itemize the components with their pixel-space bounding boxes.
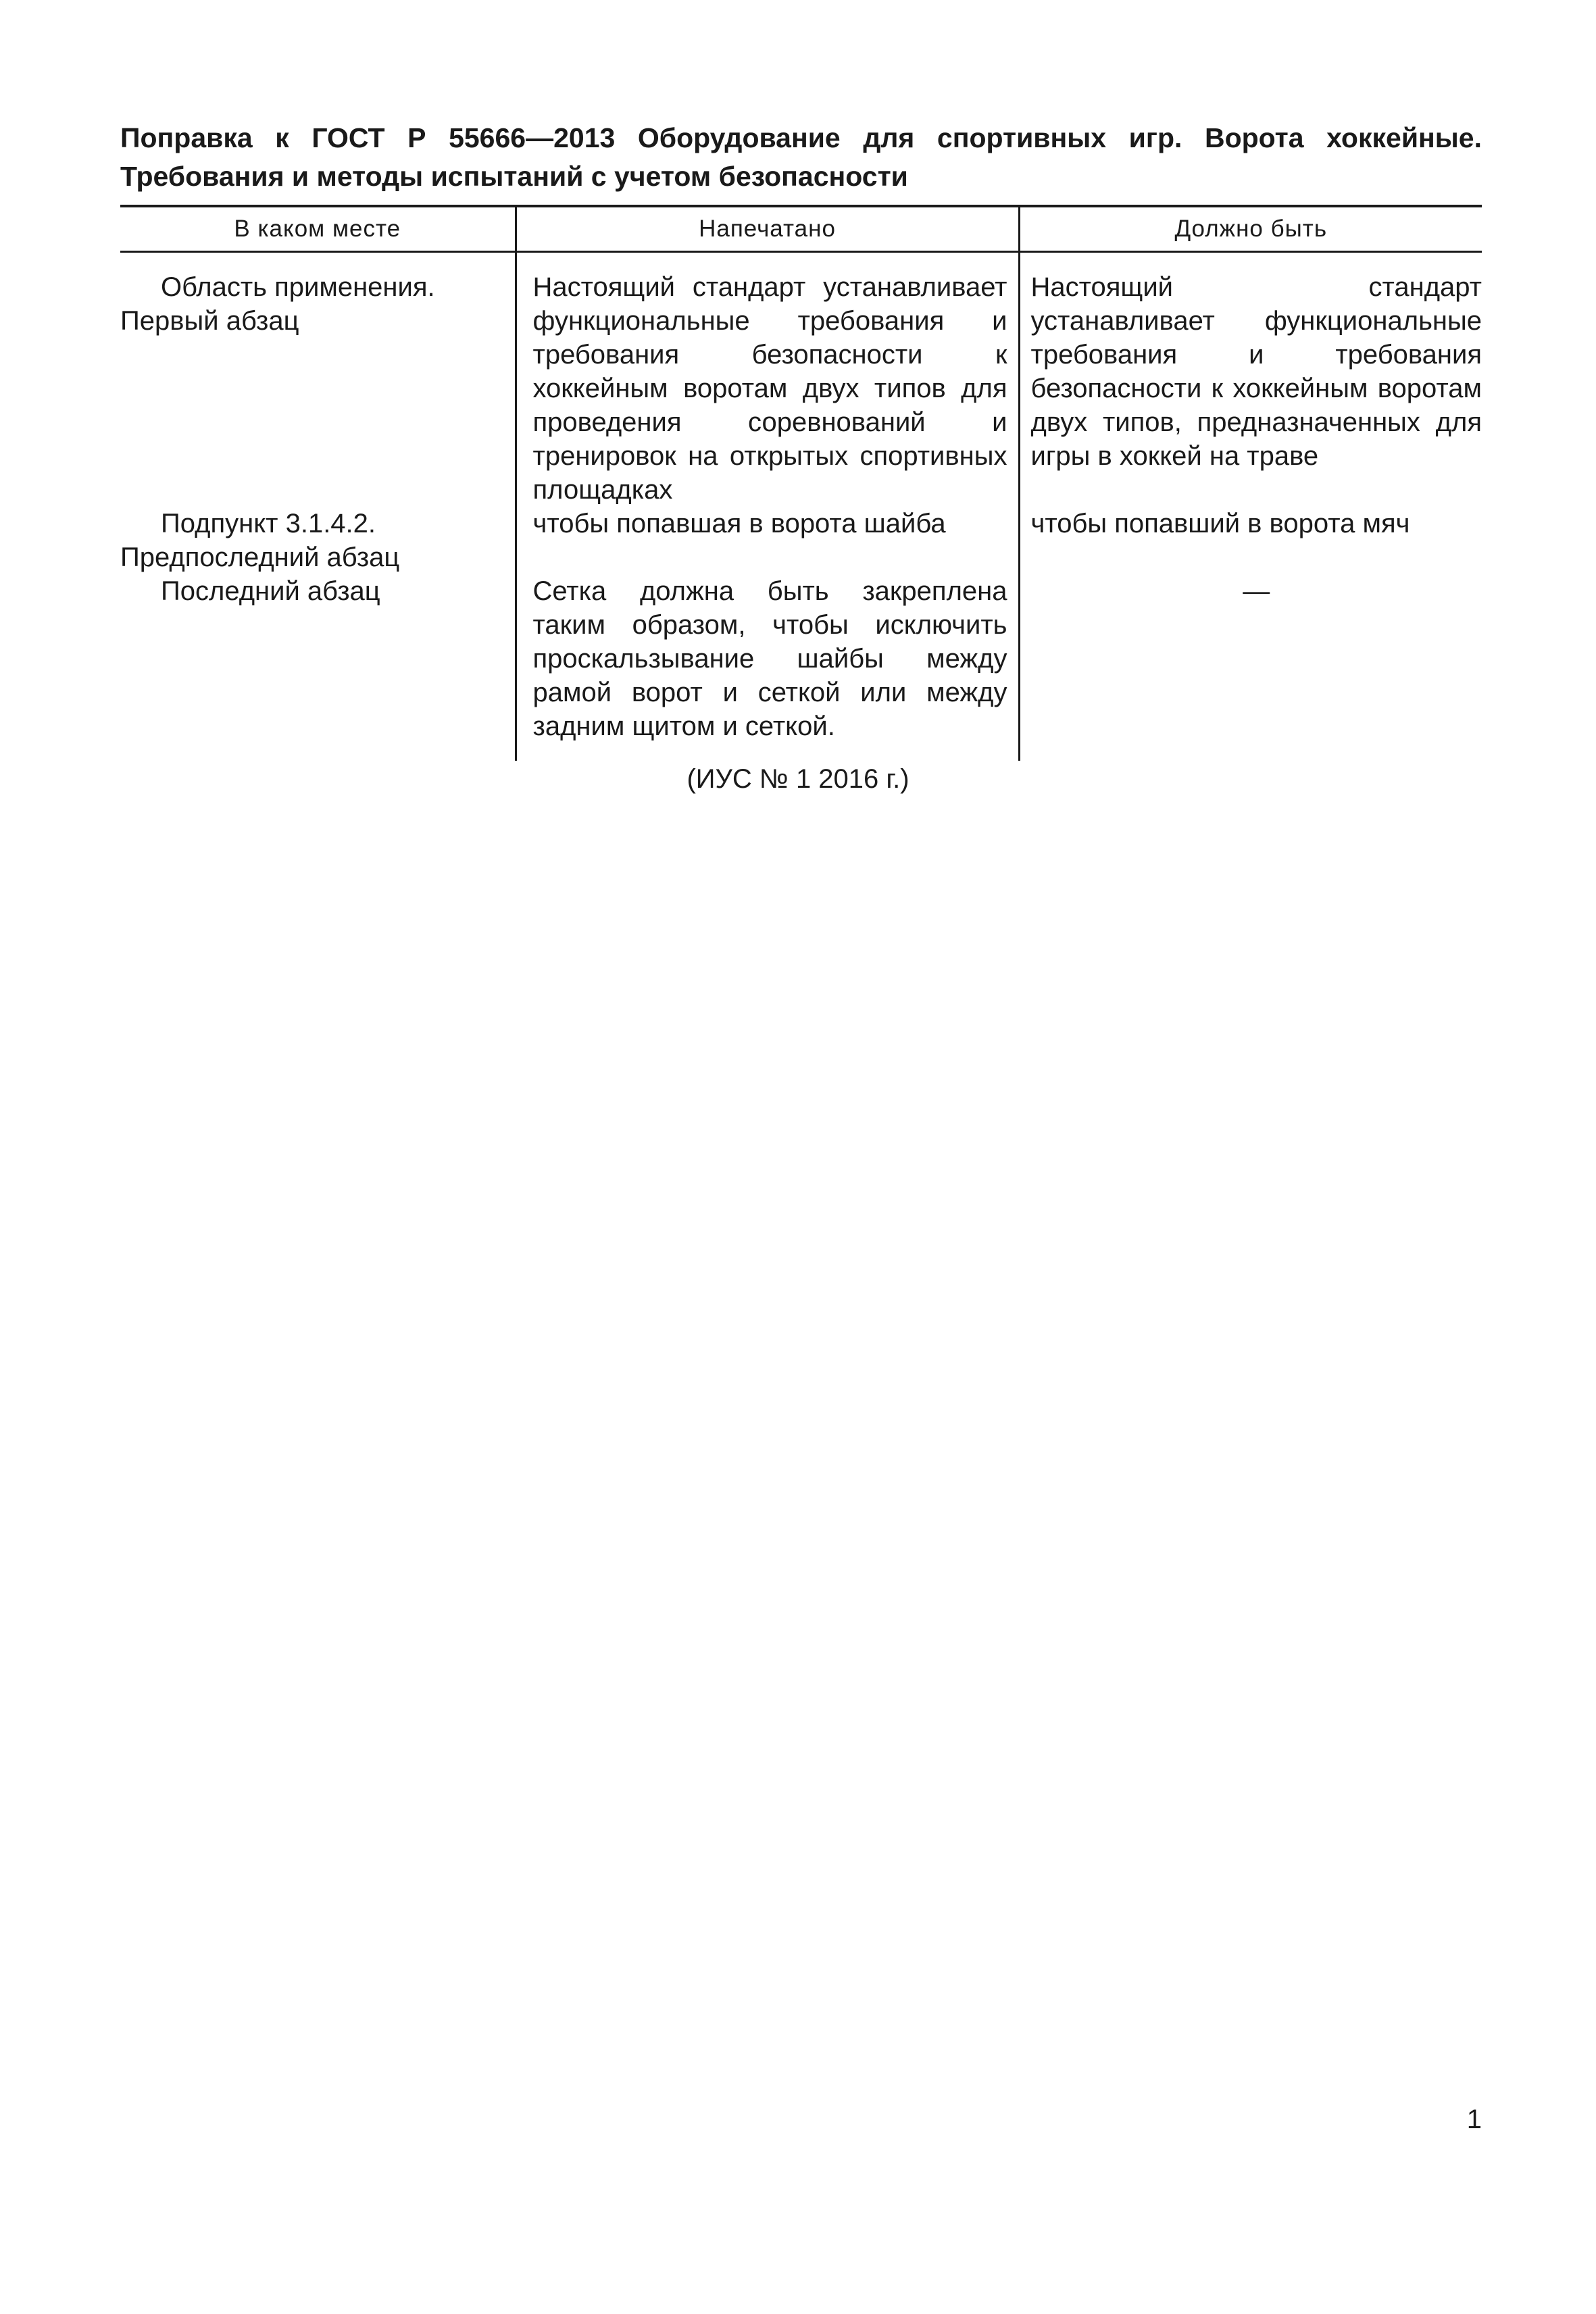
header-place: В каком месте — [120, 206, 516, 252]
cell-place — [120, 507, 516, 574]
place-line-2: Предпоследний абзац — [120, 543, 400, 572]
place-line-1: Последний абзац — [161, 576, 380, 606]
header-printed: Напечатано — [516, 206, 1019, 252]
table-row — [120, 507, 1482, 574]
table-row — [120, 252, 1482, 507]
cell-printed: Сетка должна быть закреплена таким образом, чтобы исключить проскальзывание шайбы между рамой ворот и сеткой или между задним щитом и сеткой. — [516, 574, 1019, 761]
cell-should-be: — — [1019, 574, 1482, 761]
cell-should-be: чтобы попавший в ворота мяч — [1019, 507, 1482, 574]
cell-printed: Настоящий стандарт устанавливает функциональные требования и требования безопасности к хоккейным воротам двух типов для проведения соревнований и тренировок на открытых спортивных площадках — [516, 252, 1019, 507]
cell-place — [120, 252, 516, 507]
table-row — [120, 574, 1482, 761]
cell-should-be: Настоящий стандарт устанавливает функциональные требования и требования безопасности к хоккейным воротам двух типов, предназначенных для игры в хоккей на траве — [1019, 252, 1482, 507]
page-number: 1 — [1466, 2105, 1482, 2134]
place-line-1: Область применения. — [161, 272, 435, 302]
page-title: Поправка к ГОСТ Р 55666—2013 Оборудование для спортивных игр. Ворота хоккейные. Требования и методы испытаний с учетом безопасности — [120, 122, 1482, 192]
place-line-2: Первый абзац — [120, 306, 299, 336]
corrections-table — [120, 205, 1482, 761]
header-should-be: Должно быть — [1019, 206, 1482, 252]
cell-printed: чтобы попавшая в ворота шайба — [516, 507, 1019, 574]
table-header-row — [120, 206, 1482, 252]
place-line-1: Подпункт 3.1.4.2. — [161, 509, 376, 538]
cell-place — [120, 574, 516, 761]
source-note: (ИУС № 1 2016 г.) — [687, 764, 909, 794]
